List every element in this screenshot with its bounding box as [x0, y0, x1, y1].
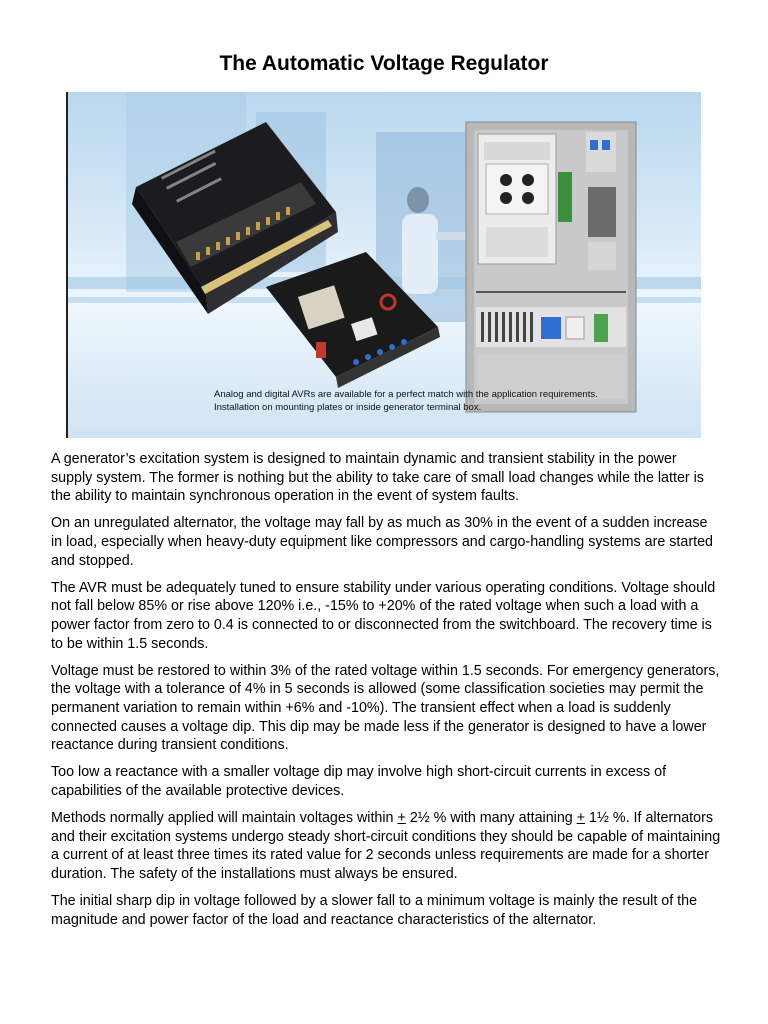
mounting-plate-cabinet [466, 122, 636, 412]
avr-product-photo [66, 92, 701, 438]
paragraph-low-reactance: Too low a reactance with a smaller voltage dip may involve high short-circuit currents in excess of capabilities of the available protective devices. [51, 764, 667, 799]
figure-left-rule [66, 92, 68, 438]
methods-text-1: Methods normally applied will maintain voltages within [51, 810, 398, 827]
plus-minus-sign-1: + [397, 810, 406, 827]
paragraph-voltage-restore: Voltage must be restored to within 3% of the rated voltage within 1.5 seconds. For emergency generators, the voltage with a tolerance of 4% in 5 seconds is allowed (some classification societies may permit the permanent variation to remain within +6% and -10%). The transient effect when a load is suddenly connected causes a voltage dip. This dip may be made less if the generator is designed to have a lower reactance during transient conditions. [51, 662, 720, 754]
article-body [51, 450, 721, 938]
paragraph-initial-dip: The initial sharp dip in voltage followed by a slower fall to a minimum voltage is mainly the result of the magnitude and power factor of the load and reactance characteristics of the alternator. [51, 893, 698, 928]
plus-minus-sign-2: + [576, 810, 586, 827]
page-title: The Automatic Voltage Regulator [219, 52, 549, 75]
paragraph-unregulated-alternator: On an unregulated alternator, the voltage may fall by as much as 30% in the event of a sudden increase in load, especially when heavy-duty equipment like compressors and cargo-handling systems are started and stopped. [51, 515, 713, 569]
caption-line-1: Analog and digital AVRs are available for a perfect match with the application requirements. [214, 389, 598, 400]
methods-text-3: 1½ %. If alternators and their excitation systems undergo steady short-circuit conditions they should be capable of maintaining a current of at least three times its rated value for 2 seconds unless requirements are made for a shorter duration. The safety of the installations must always be ensured. [51, 810, 721, 882]
figure-caption [214, 388, 654, 414]
paragraph-methods [51, 809, 721, 883]
paragraph-avr-tuning: The AVR must be adequately tuned to ensure stability under various operating conditions. Voltage should not fall below 85% or rise above 120% i.e., -15% to +20% of the rated voltage when such a load with a power factor from zero to 0.4 is connected to or disconnected from the switchboard. The recovery time is to be within 1.5 seconds. [51, 579, 716, 652]
caption-line-2: Installation on mounting plates or inside generator terminal box. [214, 402, 482, 413]
paragraph-excitation-system: A generator’s excitation system is designed to maintain dynamic and transient stability in the power supply system. The former is nothing but the ability to take care of small load changes while the latter is the ability to maintain synchronous operation in the event of system faults. [51, 451, 704, 505]
avr-illustration [66, 92, 701, 438]
methods-text-2: 2½ % with many attaining [405, 810, 577, 827]
